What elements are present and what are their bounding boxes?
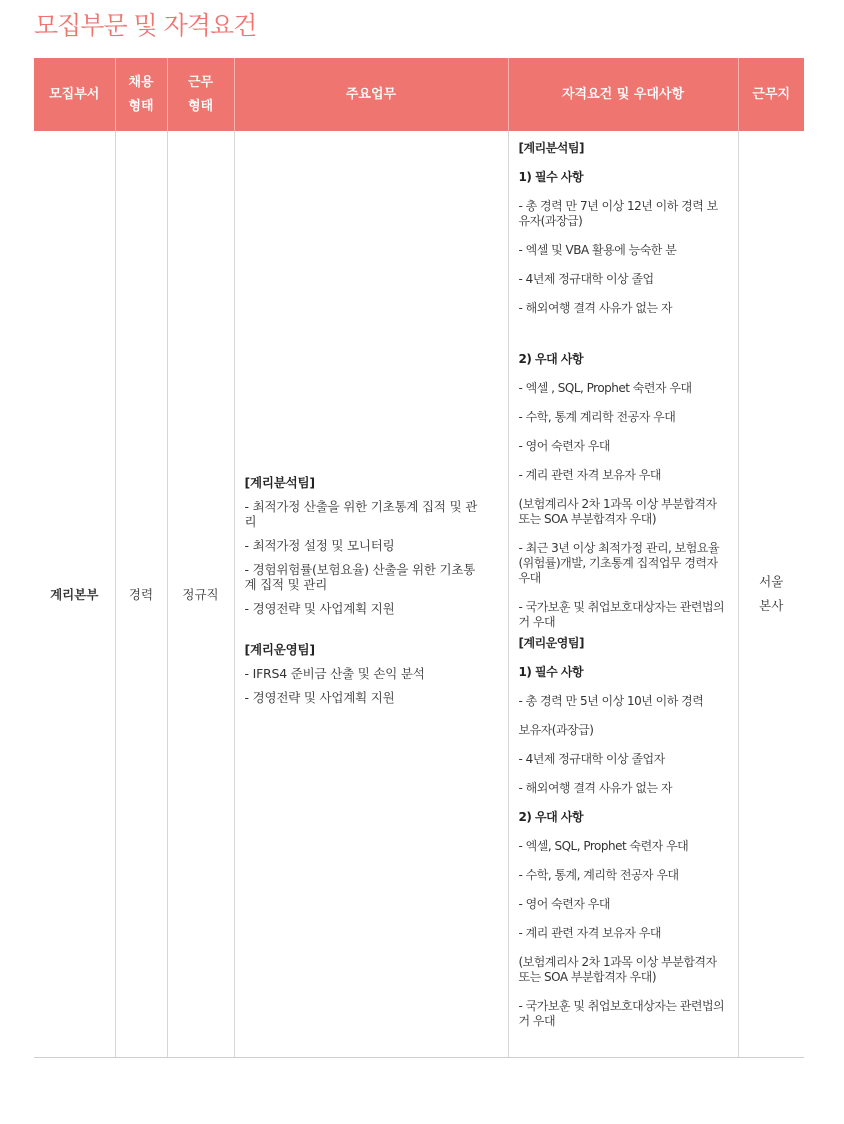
qualification-heading: 1) 필수 사항: [518, 170, 584, 184]
duty-item: - 경영전략 및 사업계획 지원: [244, 689, 395, 705]
duty-item: - 경험위험률(보험요율) 산출을 위한 기초통계 집적 및 관리: [244, 561, 476, 592]
cell-qualifications: [508, 131, 738, 1058]
header-work-type: [167, 58, 234, 131]
header-location: 근무지: [738, 58, 804, 131]
qualification-item: - 4년제 정규대학 이상 졸업: [518, 272, 654, 286]
duty-heading: [계리운영팀]: [244, 641, 315, 657]
qualification-item: - 수학, 통계 계리학 전공자 우대: [518, 410, 676, 424]
qualification-item: - 해외여행 결격 사유가 없는 자: [518, 781, 673, 795]
duty-heading: [계리분석팀]: [244, 474, 315, 490]
qualification-item: - 계리 관련 자격 보유자 우대: [518, 926, 661, 940]
qualification-item: - 계리 관련 자격 보유자 우대: [518, 468, 661, 482]
header-work-type-line2: 형태: [187, 98, 214, 114]
qualification-heading: 1) 필수 사항: [518, 665, 584, 679]
qualification-item: (보험계리사 2차 1과목 이상 부분합격자 또는 SOA 부분합격자 우대): [518, 955, 717, 984]
qualification-item: - 해외여행 결격 사유가 없는 자: [518, 301, 673, 315]
cell-dept: 계리본부: [34, 131, 115, 1058]
table-row: [34, 131, 804, 1058]
header-duties: 주요업무: [234, 58, 508, 131]
qualification-item: (보험계리사 2차 1과목 이상 부분합격자 또는 SOA 부분합격자 우대): [518, 497, 717, 526]
header-employment-type-line2: 형태: [128, 98, 154, 114]
header-employment-type: [115, 58, 167, 131]
duty-spacer: [245, 625, 486, 642]
duty-item: - 최적가정 산출을 위한 기초통계 집적 및 관리: [244, 498, 478, 529]
location-line2: 본사: [759, 598, 784, 613]
header-qualifications: 자격요건 및 우대사항: [508, 58, 738, 131]
qualification-item: - 엑셀 , SQL, Prophet 숙련자 우대: [518, 381, 692, 395]
cell-duties: [234, 131, 508, 1058]
cell-work-type: 정규직: [167, 131, 234, 1058]
qualification-item: - 영어 숙련자 우대: [518, 897, 610, 911]
header-employment-type-line1: 채용: [128, 74, 154, 90]
qualification-heading: [계리운영팀]: [518, 636, 584, 650]
table-header-row: [34, 58, 804, 131]
qualification-item: - 총 경력 만 5년 이상 10년 이하 경력: [518, 694, 704, 708]
location-line1: 서울: [759, 574, 784, 589]
qualification-item: - 국가보훈 및 취업보호대상자는 관련법의거 우대: [518, 999, 725, 1028]
qualification-item: - 국가보훈 및 취업보호대상자는 관련법의거 우대: [518, 600, 725, 629]
qualification-heading: [계리분석팀]: [518, 141, 584, 155]
qualification-item: - 엑셀 및 VBA 활용에 능숙한 분: [518, 243, 677, 257]
qualification-item: 보유자(과장급): [518, 723, 594, 737]
recruitment-table: [34, 58, 804, 1058]
cell-employment-type: 경력: [115, 131, 167, 1058]
qualification-heading: 2) 우대 사항: [518, 810, 584, 824]
duty-item: - 최적가정 설정 및 모니터링: [244, 537, 395, 553]
qualification-item: - 총 경력 만 7년 이상 12년 이하 경력 보유자(과장급): [518, 199, 718, 228]
qualification-spacer: [519, 330, 726, 352]
header-work-type-line1: 근무: [187, 74, 214, 90]
qualification-item: - 4년제 정규대학 이상 졸업자: [518, 752, 665, 766]
page-title: 모집부문 및 자격요건: [34, 11, 257, 40]
qualification-item: - 수학, 통계, 계리학 전공자 우대: [518, 868, 679, 882]
qualification-item: - 엑셀, SQL, Prophet 숙련자 우대: [518, 839, 689, 853]
qualification-item: - 최근 3년 이상 최적가정 관리, 보험요율(위험률)개발, 기초통계 집적업무 경력자 우대: [518, 541, 720, 585]
duty-item: - IFRS4 준비금 산출 및 손익 분석: [244, 665, 425, 681]
header-dept: 모집부서: [34, 58, 115, 131]
duty-item: - 경영전략 및 사업계획 지원: [244, 600, 395, 616]
qualification-heading: 2) 우대 사항: [518, 352, 584, 366]
qualification-item: - 영어 숙련자 우대: [518, 439, 610, 453]
cell-location: [738, 131, 804, 1058]
